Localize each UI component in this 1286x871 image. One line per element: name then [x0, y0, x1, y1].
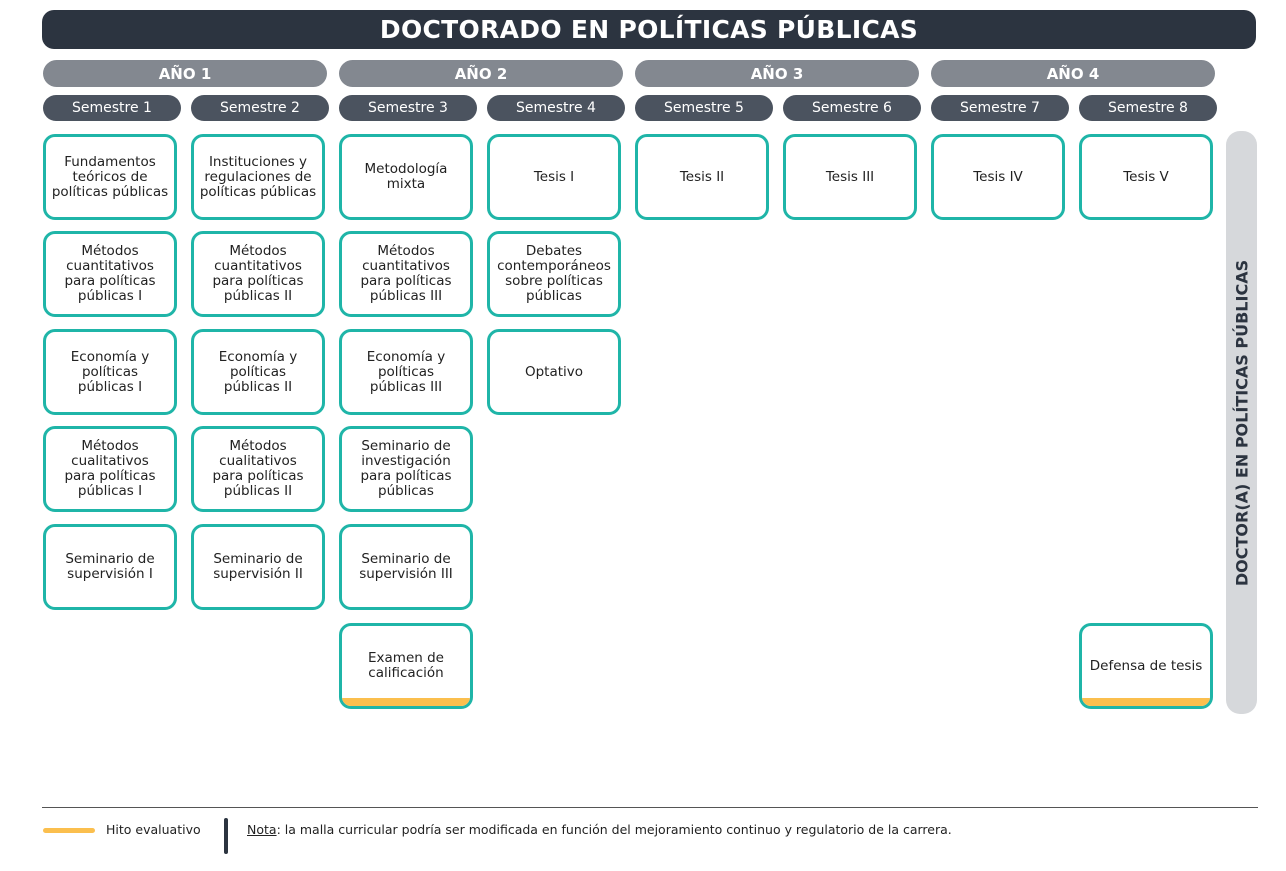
- degree-sidebar: [1226, 131, 1257, 714]
- semester-header-1: Semestre 1: [43, 95, 181, 121]
- course-box: [43, 329, 177, 415]
- course-label: Metodología mixta: [364, 161, 448, 192]
- course-box: [43, 134, 177, 220]
- course-label: Economía y políticas públicas I: [70, 348, 150, 395]
- course-box: [339, 524, 473, 610]
- course-box: [487, 329, 621, 415]
- course-label: Seminario de supervisión I: [65, 551, 155, 582]
- course-box: [339, 231, 473, 317]
- course-label: Defensa de tesis: [1089, 657, 1203, 674]
- footer-divider: [42, 807, 1258, 808]
- footer-note: [247, 822, 952, 837]
- course-label: Optativo: [524, 363, 584, 380]
- course-label: Tesis III: [825, 168, 875, 185]
- course-box: [43, 426, 177, 512]
- course-box: [191, 329, 325, 415]
- year-header-4: AÑO 4: [931, 60, 1215, 87]
- course-label: Fundamentos teóricos de políticas públicas: [51, 153, 169, 200]
- course-box: [339, 329, 473, 415]
- year-header-1: AÑO 1: [43, 60, 327, 87]
- semester-header-2: Semestre 2: [191, 95, 329, 121]
- course-label: Tesis IV: [973, 168, 1023, 185]
- page-title: DOCTORADO EN POLÍTICAS PÚBLICAS: [42, 10, 1256, 49]
- milestone-bar: [1082, 698, 1210, 706]
- year-header-3: AÑO 3: [635, 60, 919, 87]
- year-header-2: AÑO 2: [339, 60, 623, 87]
- course-label: Seminario de supervisión II: [213, 551, 303, 582]
- semester-header-6: Semestre 6: [783, 95, 921, 121]
- course-label: Seminario de investigación para políticas públicas: [360, 438, 452, 499]
- course-label: Tesis II: [679, 168, 725, 185]
- course-label: Economía y políticas públicas II: [218, 348, 298, 395]
- course-box: [191, 524, 325, 610]
- course-box: [931, 134, 1065, 220]
- semester-header-5: Semestre 5: [635, 95, 773, 121]
- course-box: [339, 134, 473, 220]
- course-box: [783, 134, 917, 220]
- course-box: [191, 134, 325, 220]
- course-label: Instituciones y regulaciones de políticas públicas: [199, 153, 317, 200]
- course-box-milestone: [1079, 623, 1213, 709]
- semester-header-3: Semestre 3: [339, 95, 477, 121]
- course-label: Tesis I: [533, 168, 575, 185]
- course-label: Economía y políticas públicas III: [366, 348, 446, 395]
- course-label: Métodos cuantitativos para políticas públicas I: [64, 243, 156, 304]
- course-label: Examen de calificación: [368, 650, 444, 681]
- course-box: [635, 134, 769, 220]
- semester-header-8: Semestre 8: [1079, 95, 1217, 121]
- course-label: Seminario de supervisión III: [359, 551, 453, 582]
- milestone-legend-label: Hito evaluativo: [106, 822, 201, 837]
- course-box: [43, 231, 177, 317]
- semester-header-4: Semestre 4: [487, 95, 625, 121]
- course-box: [1079, 134, 1213, 220]
- course-label: Debates contemporáneos sobre políticas públicas: [497, 243, 611, 304]
- course-label: Métodos cuantitativos para políticas públicas II: [212, 243, 304, 304]
- course-label: Métodos cualitativos para políticas públicas II: [212, 438, 304, 499]
- course-label: Tesis V: [1123, 168, 1169, 185]
- note-text: : la malla curricular podría ser modificada en función del mejoramiento continuo y regulatorio de la carrera.: [276, 822, 952, 837]
- course-box: [487, 134, 621, 220]
- course-box: [191, 426, 325, 512]
- semester-header-7: Semestre 7: [931, 95, 1069, 121]
- milestone-bar: [342, 698, 470, 706]
- course-box: [487, 231, 621, 317]
- course-box-milestone: [339, 623, 473, 709]
- milestone-legend-swatch: [43, 828, 95, 833]
- course-box: [43, 524, 177, 610]
- course-label: Métodos cuantitativos para políticas públicas III: [360, 243, 452, 304]
- degree-label: DOCTOR(A) EN POLÍTICAS PÚBLICAS: [1232, 259, 1251, 586]
- course-box: [339, 426, 473, 512]
- course-box: [191, 231, 325, 317]
- legend-separator: [224, 818, 228, 854]
- course-label: Métodos cualitativos para políticas públicas I: [64, 438, 156, 499]
- note-label: Nota: [247, 822, 277, 837]
